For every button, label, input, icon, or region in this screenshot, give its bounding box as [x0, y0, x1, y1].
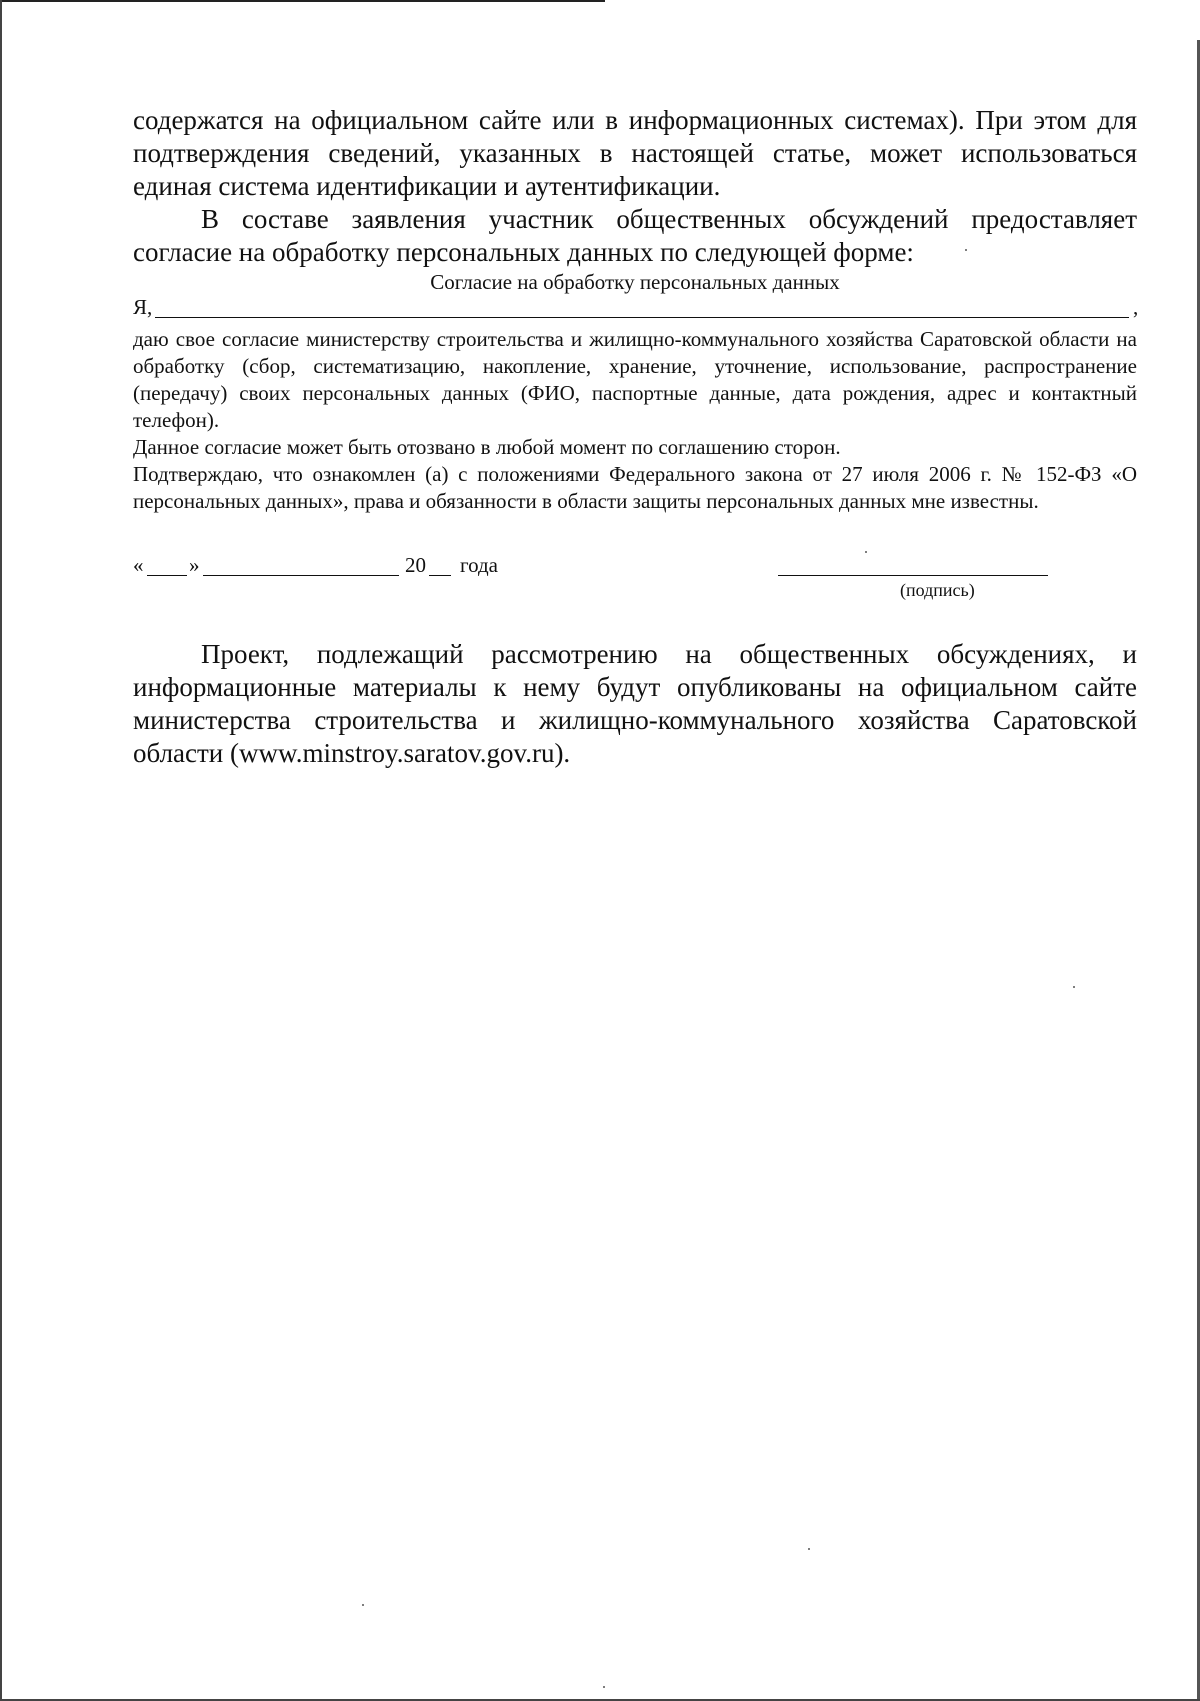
- final-paragraph: Проект, подлежащий рассмотрению на общественных обсуждениях, и информационные материалы к нему будут опубликованы на официальном сайте министерства строительства и жилищно-коммунального хозяйства Саратовской области (www.minstroy.saratov.gov.ru).: [133, 639, 1137, 768]
- consent-form-title: Согласие на обработку персональных данных: [430, 270, 840, 294]
- intro-paragraph: содержатся на официальном сайте или в информационных системах). При этом для подтверждения сведений, указанных в настоящей статье, может использоваться единая система идентификации и аутентификации.: [133, 105, 1137, 201]
- signature-fill-line: [778, 575, 1048, 576]
- consent-confirmation: Подтверждаю, что ознакомлен (а) с положениями Федерального закона от 27 июля 2006 г. № 152-ФЗ «О персональных данных», права и обязанности в области защиты персональных данных мне известны.: [133, 462, 1137, 513]
- scan-speck: [362, 1604, 364, 1606]
- scan-speck: [1073, 986, 1075, 988]
- year-fill-line: [429, 575, 451, 576]
- consent-name-label: Я,: [133, 295, 153, 319]
- name-comma: ,: [1133, 295, 1139, 319]
- date-signature-row: [133, 553, 1137, 583]
- year-suffix: года: [460, 553, 498, 577]
- date-open-quote: «: [133, 553, 144, 577]
- scan-speck: [808, 1548, 810, 1550]
- intro-section: [133, 104, 1137, 269]
- year-prefix: 20: [405, 553, 426, 577]
- scan-speck: [603, 1686, 605, 1688]
- month-fill-line: [203, 575, 399, 576]
- consent-paragraph: даю свое согласие министерству строительства и жилищно-коммунального хозяйства Саратовской области на обработку (сбор, систематизацию, накопление, хранение, уточнение, использование, распространение (передачу) своих персональных данных (ФИО, паспортные данные, дата рождения, адрес и контактный телефон).: [133, 327, 1137, 432]
- intro-paragraph-consent-form: В составе заявления участник общественных обсуждений предоставляет согласие на обработку персональных данных по следующей форме:: [133, 204, 1137, 267]
- scan-border-top: [0, 0, 605, 2]
- day-fill-line: [147, 575, 187, 576]
- date-close-quote: »: [189, 553, 200, 577]
- scan-border-left: [0, 0, 2, 1701]
- consent-body: [133, 326, 1137, 515]
- signature-caption: (подпись): [900, 580, 975, 600]
- name-fill-line: [155, 317, 1129, 318]
- consent-revocation: Данное согласие может быть отозвано в любой момент по соглашению сторон.: [133, 435, 841, 459]
- consent-name-row: [133, 295, 1137, 325]
